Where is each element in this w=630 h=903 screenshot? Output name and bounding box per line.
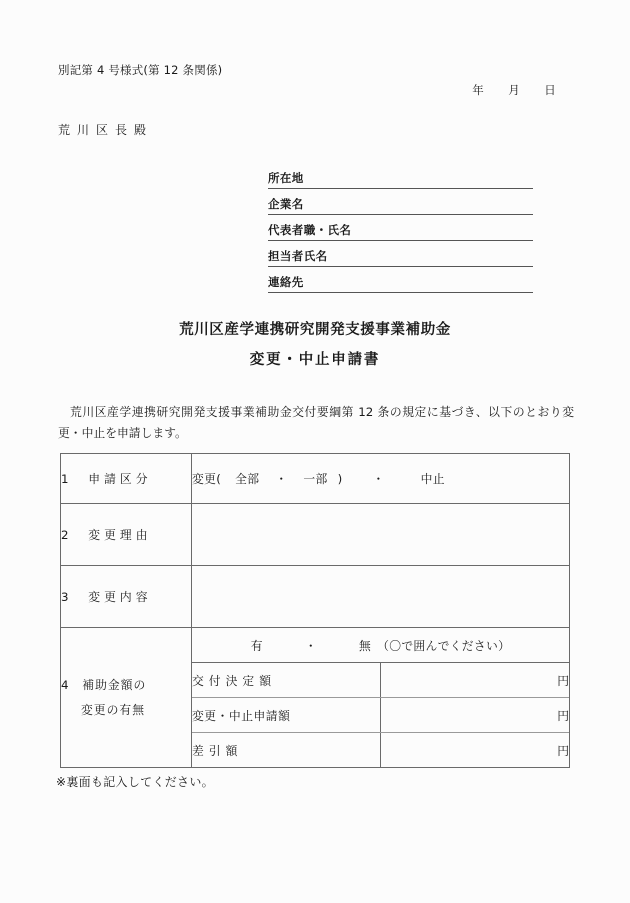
option-yes[interactable]: 有 [250, 638, 263, 653]
amount-unit-difference: 円 [557, 743, 569, 758]
field-label-contact-person: 担当者氏名 [268, 249, 328, 263]
amount-subtable [192, 628, 569, 767]
document-title-line2: 変更・中止申請書 [249, 352, 381, 368]
row-value-change-reason[interactable] [192, 504, 570, 566]
amount-value-requested[interactable] [381, 698, 570, 733]
table-row-change-content [61, 566, 570, 628]
row-label-application-type: 1 申請区分 [61, 454, 192, 504]
option-no[interactable]: 無 [359, 638, 372, 653]
field-label-company: 企業名 [268, 197, 304, 211]
applicant-fields [268, 163, 533, 293]
option-stop[interactable]: 中止 [420, 472, 445, 486]
amount-label-difference: 差引額 [192, 733, 381, 768]
field-row-contact-info[interactable] [268, 267, 533, 293]
form-code-label: 別記第 4 号様式(第 12 条関係) [58, 63, 223, 77]
subsidy-amount-cell [192, 628, 570, 768]
row-label-subsidy-amount-line2: 変更の有無 [81, 702, 145, 717]
amount-unit-decided: 円 [557, 673, 569, 688]
amount-unit-requested: 円 [557, 708, 569, 723]
field-row-representative[interactable] [268, 215, 533, 241]
close-paren: ) [337, 472, 343, 486]
amount-label-decided: 交付決定額 [192, 663, 381, 698]
amount-row-difference [192, 733, 569, 768]
row-label-change-reason: 2 変更理由 [61, 504, 192, 566]
option-partial[interactable]: 一部 [303, 472, 328, 486]
field-row-contact-person[interactable] [268, 241, 533, 267]
amount-row-decided [192, 663, 569, 698]
field-row-location[interactable] [268, 163, 533, 189]
row-label-subsidy-amount [61, 628, 192, 768]
date-day-label: 日 [544, 83, 556, 97]
amount-value-decided[interactable] [381, 663, 570, 698]
document-title-line1: 荒川区産学連携研究開発支援事業補助金 [179, 322, 451, 338]
circle-separator: ・ [304, 638, 318, 653]
date-line [460, 82, 568, 98]
field-label-representative: 代表者職・氏名 [268, 223, 352, 237]
addressee-label: 荒川区長殿 [58, 123, 154, 137]
body-paragraph: 荒川区産学連携研究開発支援事業補助金交付要綱第 12 条の規定に基づき、以下のとおり変更・中止を申請します。 [58, 405, 574, 440]
circle-selection-row [192, 628, 569, 663]
date-year-label: 年 [472, 83, 484, 97]
field-label-location: 所在地 [268, 171, 304, 185]
amount-row-requested [192, 698, 569, 733]
amount-label-requested: 変更・中止申請額 [192, 698, 381, 733]
option-all[interactable]: 全部 [235, 472, 260, 486]
table-row-application-type [61, 454, 570, 504]
application-table [60, 453, 570, 768]
row-label-subsidy-amount-line1: 4 補助金額の [61, 677, 147, 692]
row-value-change-content[interactable] [192, 566, 570, 628]
footer-note: ※裏面も記入してください。 [56, 775, 214, 789]
circle-selection-cell[interactable] [192, 628, 569, 663]
row-label-change-content: 3 変更内容 [61, 566, 192, 628]
table-row-subsidy-amount [61, 628, 570, 768]
table-row-change-reason [61, 504, 570, 566]
option-separator-1: ・ [275, 472, 288, 486]
row-value-application-type[interactable] [192, 454, 570, 504]
amount-value-difference[interactable] [381, 733, 570, 768]
date-month-label: 月 [508, 83, 520, 97]
field-label-contact-info: 連絡先 [268, 275, 304, 289]
option-change-label: 変更( [192, 472, 222, 486]
field-row-company[interactable] [268, 189, 533, 215]
option-separator-2: ・ [372, 472, 385, 486]
circle-instruction: （〇で囲んでください） [377, 638, 511, 653]
